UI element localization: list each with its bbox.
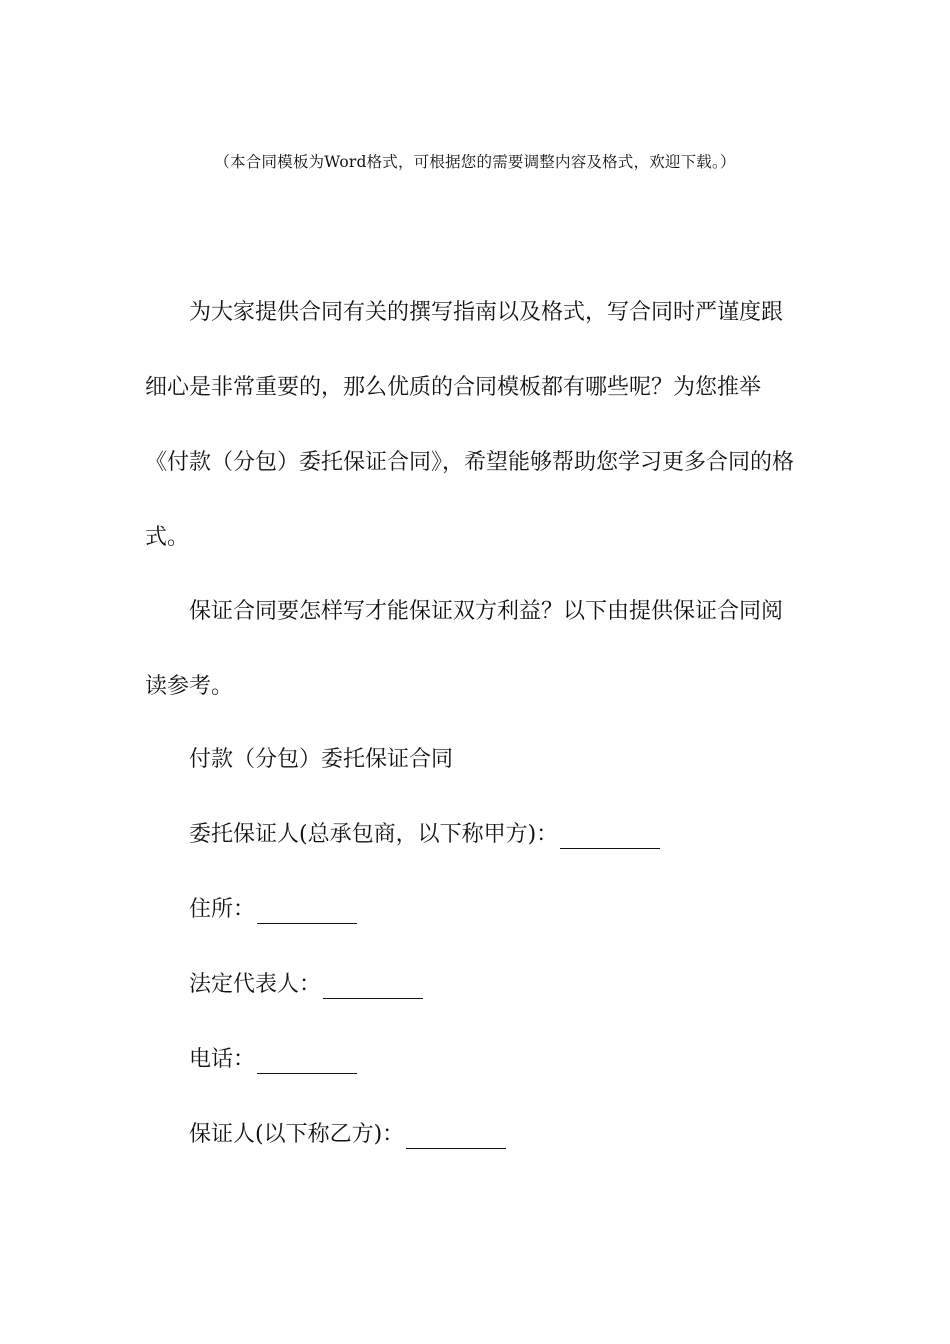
field-label: 委托保证人(总承包商，以下称甲方)：	[189, 822, 559, 847]
entrusting-guarantor-blank[interactable]	[560, 822, 660, 849]
field-legal-representative	[189, 965, 423, 1005]
guarantor-blank[interactable]	[406, 1122, 506, 1149]
field-label: 住所：	[189, 897, 256, 922]
field-phone	[189, 1040, 357, 1080]
template-format-note: （本合同模板为Word格式，可根据您的需要调整内容及格式，欢迎下载。）	[214, 153, 736, 171]
legal-representative-blank[interactable]	[323, 972, 423, 999]
intro-paragraph: 为大家提供合同有关的撰写指南以及格式，写合同时严谨度跟细心是非常重要的，那么优质的合同模板都有哪些呢？为您推举《付款（分包）委托保证合同》，希望能够帮助您学习更多合同的格式。	[145, 300, 795, 550]
field-label: 电话：	[189, 1047, 256, 1072]
field-label: 法定代表人：	[189, 972, 322, 997]
field-address	[189, 890, 357, 930]
field-guarantor	[189, 1115, 506, 1155]
phone-blank[interactable]	[257, 1047, 357, 1074]
second-paragraph: 保证合同要怎样写才能保证双方利益？以下由提供保证合同阅读参考。	[145, 599, 784, 699]
contract-title: 付款（分包）委托保证合同	[189, 747, 454, 772]
field-label: 保证人(以下称乙方)：	[189, 1122, 405, 1147]
field-entrusting-guarantor	[189, 815, 660, 855]
address-blank[interactable]	[257, 897, 357, 924]
